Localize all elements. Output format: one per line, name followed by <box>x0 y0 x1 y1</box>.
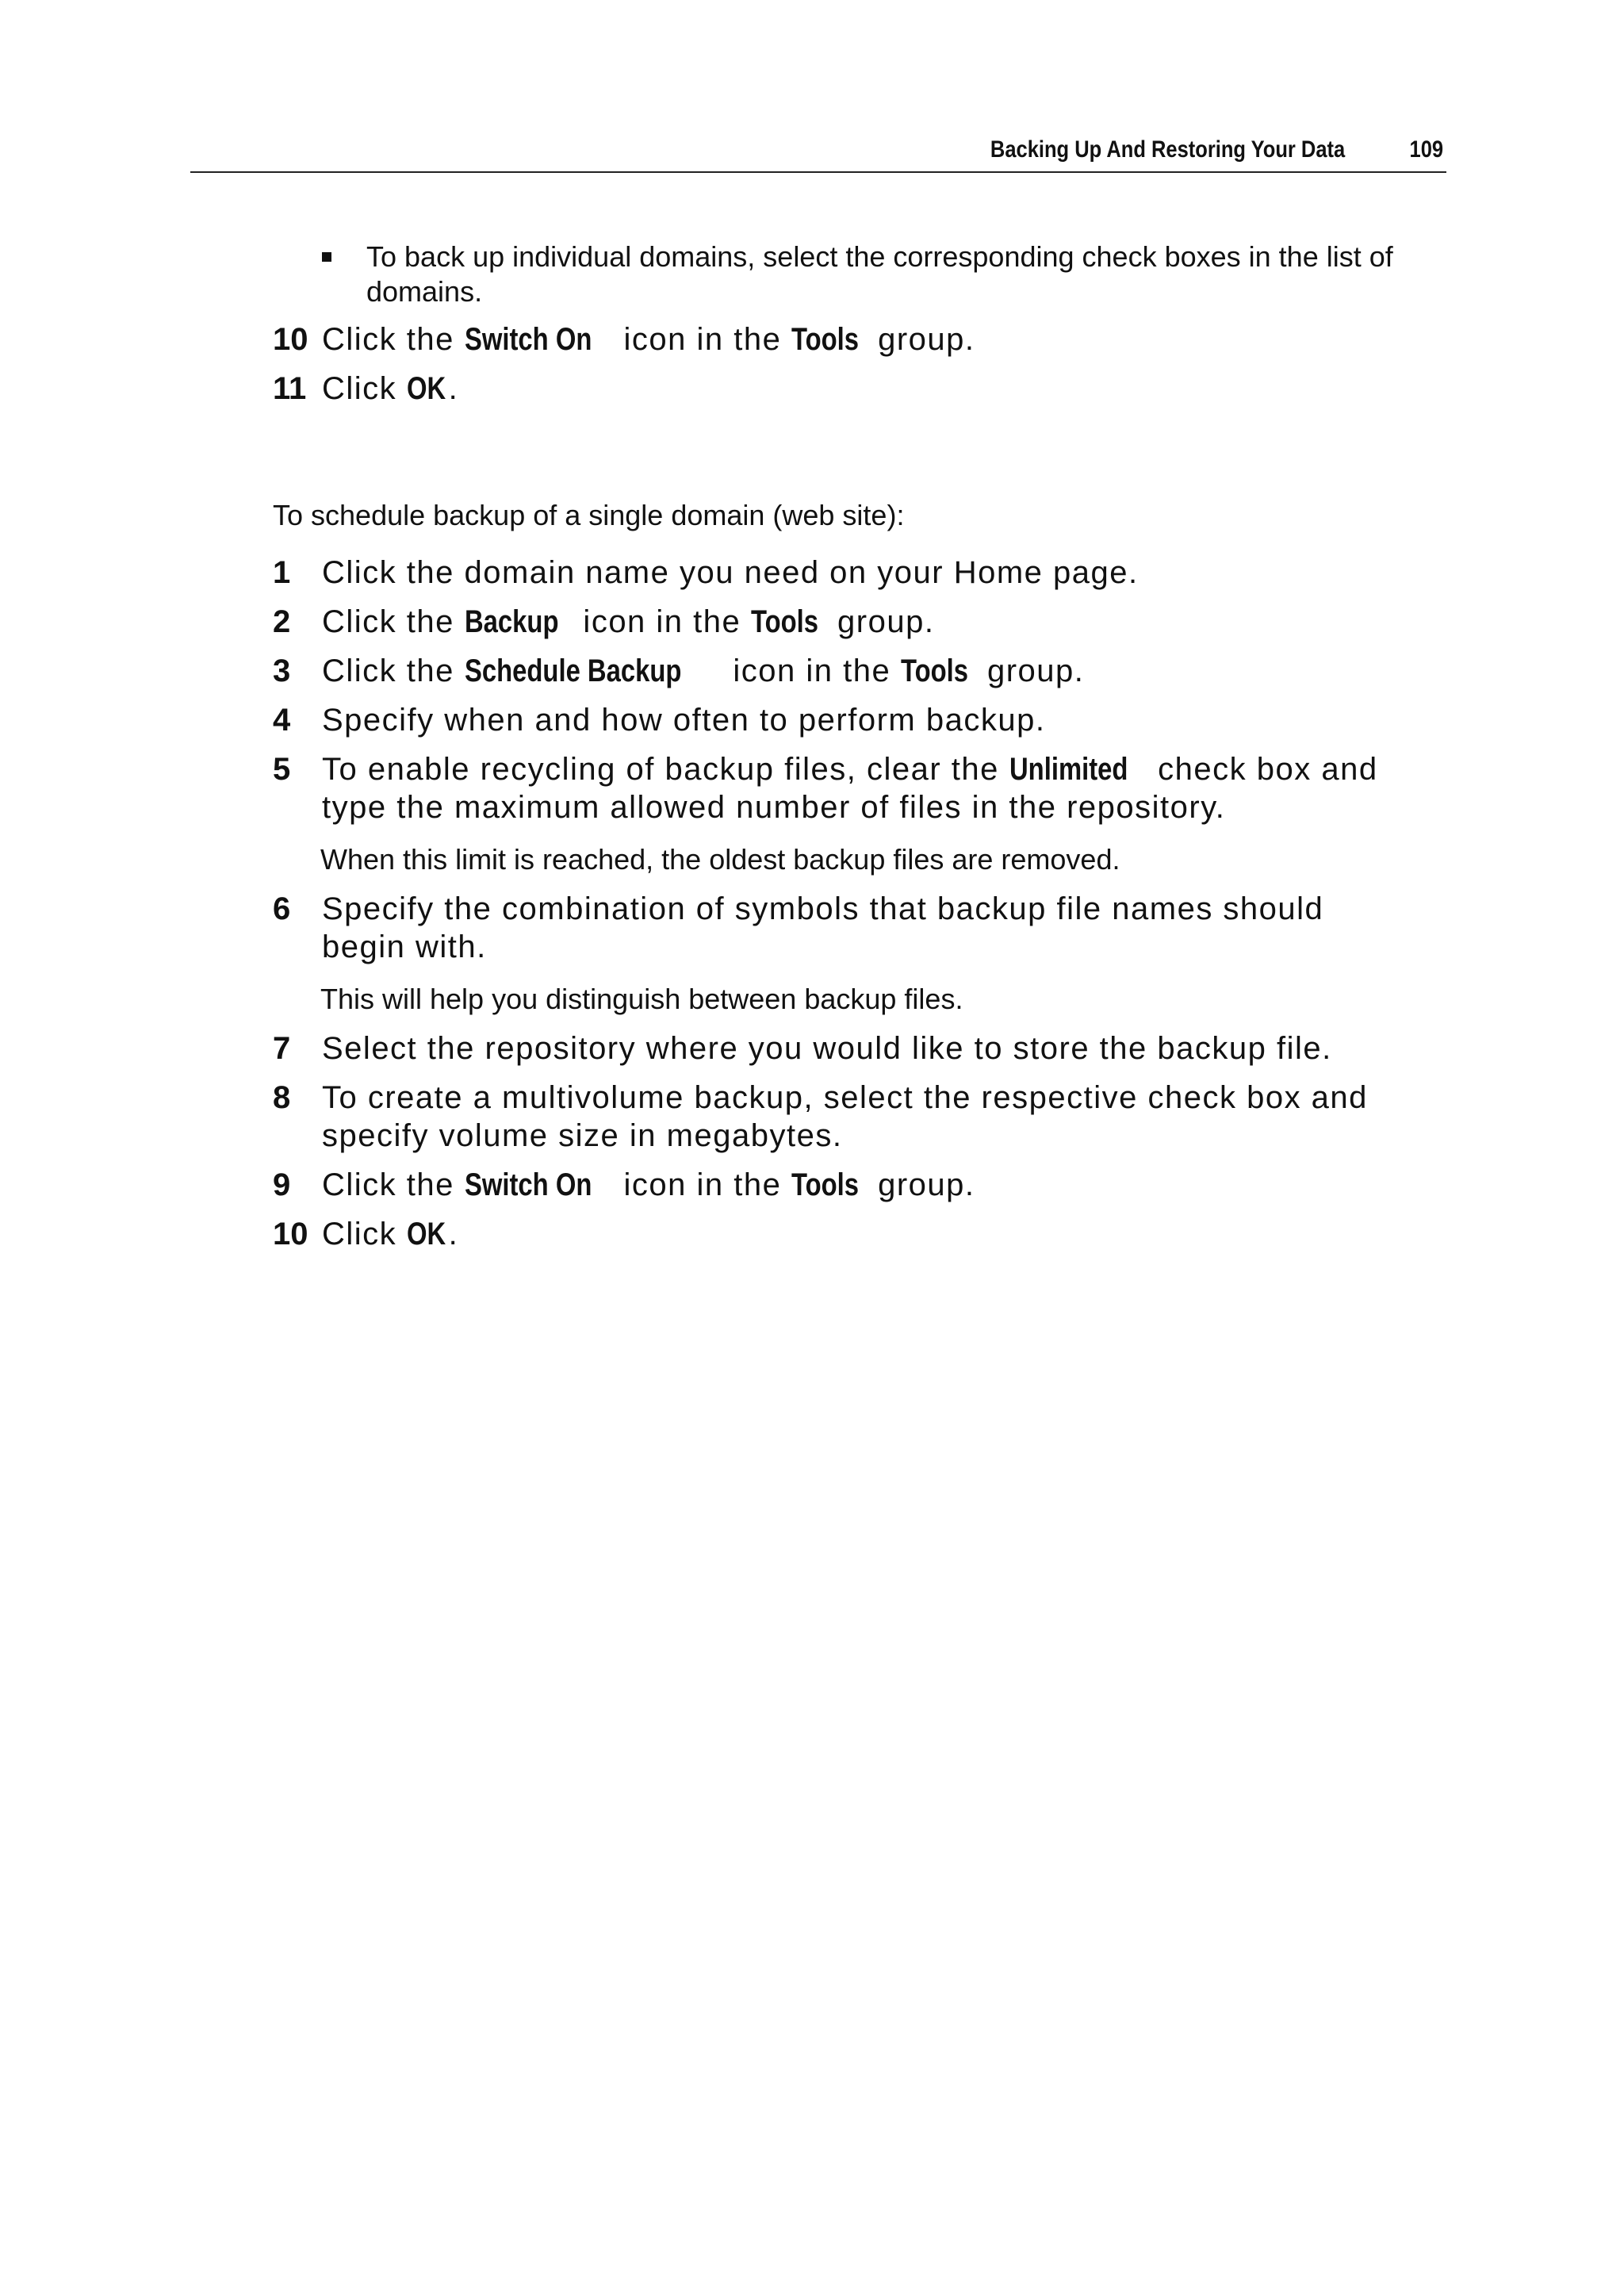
ui-term: Unlimited <box>1009 752 1128 787</box>
step-text: Click the Backup icon in the Tools group. <box>322 604 935 639</box>
step-text: Click OK. <box>322 1217 459 1251</box>
ui-term: Tools <box>900 654 968 688</box>
step-1 <box>273 554 1462 592</box>
step-6 <box>273 890 1462 966</box>
step-7 <box>273 1029 1462 1068</box>
step-text: To enable recycling of backup files, clear the Unlimited check box and type the maximum allowed number of files in the repository. <box>322 752 1378 825</box>
step-text: Select the repository where you would like to store the backup file. <box>322 1031 1332 1066</box>
page-number: 109 <box>1409 136 1443 163</box>
ui-term: Tools <box>750 604 818 639</box>
step-9 <box>273 1166 1462 1204</box>
step-5 <box>273 750 1462 826</box>
step-text: Click the Switch On icon in the Tools group. <box>322 322 975 357</box>
step-number: 11 <box>273 371 307 406</box>
ui-term: Backup <box>464 604 558 639</box>
step-4 <box>273 701 1462 739</box>
step-6-note: This will help you distinguish between backup files. <box>320 983 963 1015</box>
ui-term: Switch On <box>464 1167 592 1202</box>
step-text: Click OK. <box>322 371 459 406</box>
step-3 <box>273 652 1462 690</box>
ui-term: Tools <box>791 1167 860 1202</box>
step-number: 9 <box>273 1167 291 1202</box>
step-8 <box>273 1079 1462 1155</box>
procedure-intro: To schedule backup of a single domain (web site): <box>273 499 905 531</box>
ui-term: Tools <box>791 322 860 357</box>
ui-term: Schedule Backup <box>464 654 681 688</box>
page-header <box>190 133 1446 173</box>
step-text: Click the Schedule Backup icon in the Tools group. <box>322 654 1085 688</box>
step-number: 3 <box>273 654 291 688</box>
step-number: 5 <box>273 752 291 787</box>
step-text: Click the Switch On icon in the Tools group. <box>322 1167 975 1202</box>
step-number: 10 <box>273 1217 308 1251</box>
running-header-title: Backing Up And Restoring Your Data <box>990 136 1345 163</box>
step-number: 1 <box>273 555 291 590</box>
step-11-first-list <box>273 370 1462 408</box>
step-text: To create a multivolume backup, select the respective check box and specify volume size in megabytes. <box>322 1080 1368 1153</box>
ui-term: OK <box>406 1217 446 1251</box>
step-2 <box>273 603 1462 641</box>
step-text: Specify when and how often to perform backup. <box>322 703 1046 738</box>
step-10 <box>273 1215 1462 1253</box>
bullet-item <box>324 240 1450 309</box>
step-number: 7 <box>273 1031 291 1066</box>
step-text: Specify the combination of symbols that backup file names should begin with. <box>322 891 1324 964</box>
step-number: 4 <box>273 703 291 738</box>
step-number: 10 <box>273 322 308 357</box>
step-10-first-list <box>273 320 1462 358</box>
step-text: Click the domain name you need on your Home page. <box>322 555 1139 590</box>
bullet-text: To back up individual domains, select the corresponding check boxes in the list of domains. <box>366 240 1393 308</box>
ui-term: OK <box>406 371 446 406</box>
step-5-note: When this limit is reached, the oldest backup files are removed. <box>320 843 1120 876</box>
square-bullet-icon <box>322 252 331 262</box>
step-number: 2 <box>273 604 291 639</box>
step-number: 8 <box>273 1080 291 1115</box>
step-number: 6 <box>273 891 291 926</box>
ui-term: Switch On <box>464 322 592 357</box>
